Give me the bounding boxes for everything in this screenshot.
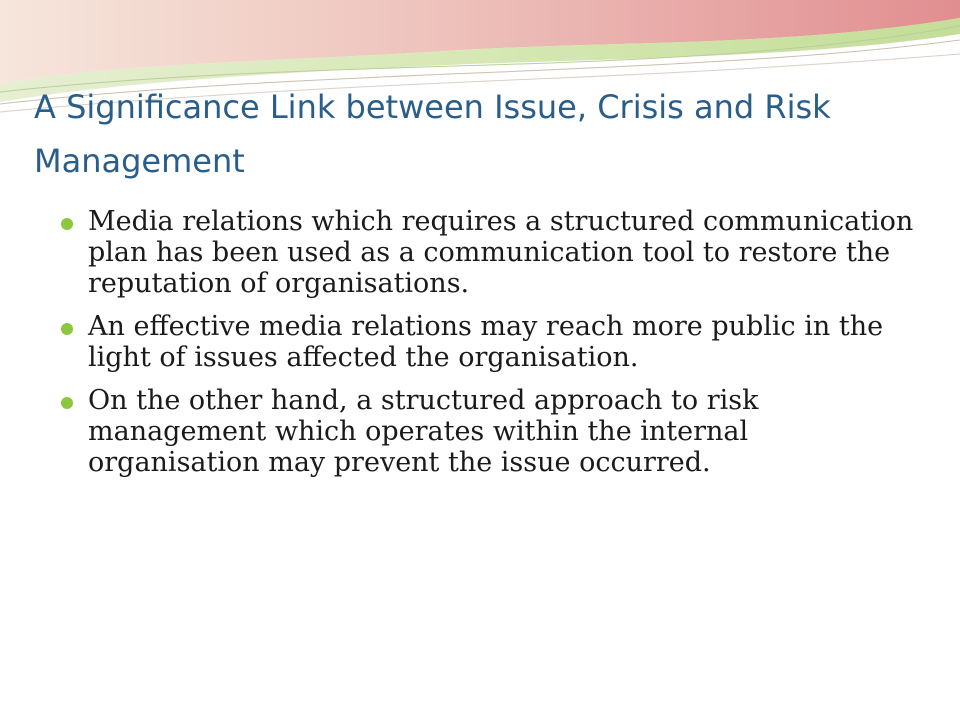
slide-title: A Significance Link between Issue, Crisis and Risk Management [34,88,831,180]
bullet-dot-icon [61,397,73,409]
bullet-text: On the other hand, a structured approach to risk management which operates within the internal organisation may prevent the issue occurred. [88,385,759,478]
bullet-dot-icon [61,218,73,230]
bullet-item [60,206,920,299]
bullet-text: An effective media relations may reach more public in the light of issues affected the organisation. [88,311,884,373]
bullet-item [60,385,920,478]
bullet-item [60,311,920,373]
bullet-list [60,206,920,490]
bullet-dot-icon [61,323,73,335]
bullet-text: Media relations which requires a structured communication plan has been used as a communication tool to restore the reputation of organisations. [88,206,914,299]
